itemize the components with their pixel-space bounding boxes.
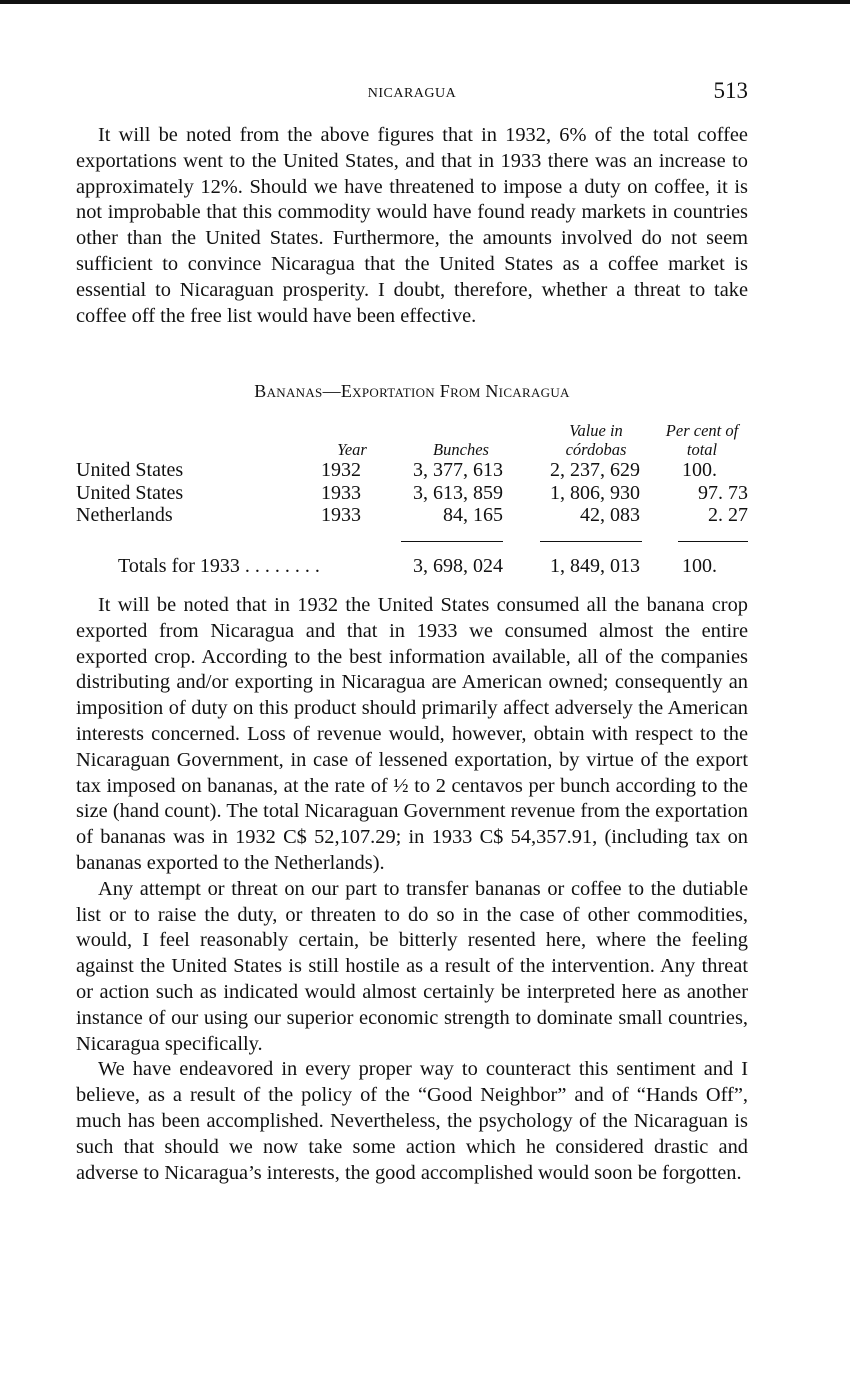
- running-head: NICARAGUA: [367, 86, 457, 101]
- paragraphs-bananas: [76, 593, 748, 1186]
- col-header-value-line2: córdobas: [565, 440, 627, 459]
- paragraph-text: It will be noted from the above figures that in 1932, 6% of the total coffee exportations went to the United States, and that in 1933 there was an increase to approximately 12%. Should we have threatened to impose a duty on coffee, it is not improbable that this commodity would have found ready markets in countries other than the United States. Furthermore, the amounts involved do not seem sufficient to convince Nicaragua that the United States as a coffee market is essential to Nicaraguan prosperity. I doubt, therefore, whether a threat to take coffee off the free list would have been effective.: [76, 124, 748, 327]
- totals-bunches: 3, 698, 024: [413, 555, 503, 577]
- row-1-value: 2, 237, 629: [550, 459, 640, 481]
- row-2-value: 1, 806, 930: [550, 482, 640, 504]
- row-3-value: 42, 083: [580, 504, 640, 526]
- col-header-bunches: Bunches: [433, 440, 489, 459]
- percent-sum-rule: [678, 541, 748, 542]
- paragraph-text: We have endeavored in every proper way to counteract this sentiment and I believe, as a result of the policy of the “Good Neighbor” and of “Hands Off”, much has been accomplished. Nevertheless, the psychology of the Nicaraguan is such that should we now take some action which he considered drastic and adverse to Nicaragua’s interests, the good accomplished would soon be forgotten.: [76, 1058, 748, 1184]
- row-1-percent: 100.: [682, 459, 717, 481]
- top-border-rule: [0, 0, 850, 4]
- row-3-country: Netherlands: [76, 504, 173, 526]
- value-sum-rule: [540, 541, 642, 542]
- row-2-year: 1933: [321, 482, 361, 504]
- col-header-year: Year: [337, 440, 367, 459]
- row-3-bunches: 84, 165: [443, 504, 503, 526]
- page-header: [76, 78, 748, 108]
- row-2-country: United States: [76, 482, 184, 504]
- paragraph-text: It will be noted that in 1932 the United States consumed all the banana crop exported from Nicaragua and that in 1933 we consumed almost the entire exported crop. According to the best information available, all of the companies distributing and/or exporting in Nicaragua are American owned; consequently an imposition of duty on this product should primarily affect adversely the American interests concerned. Loss of revenue would, however, obtain with respect to the Nicaraguan Government, in case of lessened exportation, by virtue of the export tax imposed on bananas, at the rate of ½ to 2 centavos per bunch according to the size (hand count). The total Nicaraguan Government revenue from the exportation of bananas was in 1932 C$ 52,107.29; in 1933 C$ 54,357.91, (including tax on bananas exported to the Netherlands).: [76, 594, 748, 874]
- row-1-bunches: 3, 377, 613: [413, 459, 503, 481]
- col-header-percent-line1: Per cent of: [665, 421, 739, 440]
- col-header-percent-line2: total: [686, 440, 718, 459]
- row-3-percent: 2. 27: [708, 504, 748, 526]
- totals-percent: 100.: [682, 555, 717, 577]
- paragraph-text: Any attempt or threat on our part to transfer bananas or coffee to the dutiable list or to raise the duty, or threaten to do so in the case of other commodities, would, I feel reasonably certain, be bitterly resented here, where the feeling against the United States is still hostile as a result of the intervention. Any threat or action such as indicated would almost certainly be interpreted here as another instance of our using our superior economic strength to dominate small countries, Nicaragua specifically.: [76, 877, 748, 1055]
- page-number: 513: [713, 78, 748, 103]
- table-title: Bananas—Exportation From Nicaragua: [254, 381, 570, 401]
- row-2-bunches: 3, 613, 859: [413, 482, 503, 504]
- bananas-table: [76, 420, 748, 585]
- paragraph-coffee: [76, 123, 748, 329]
- totals-label: Totals for 1933 . . . . . . . .: [118, 555, 320, 577]
- bunches-sum-rule: [401, 541, 503, 542]
- row-1-country: United States: [76, 459, 184, 481]
- row-3-year: 1933: [321, 504, 361, 526]
- row-1-year: 1932: [321, 459, 361, 481]
- totals-value: 1, 849, 013: [550, 555, 640, 577]
- col-header-value-line1: Value in: [569, 421, 623, 440]
- row-2-percent: 97. 73: [698, 482, 748, 504]
